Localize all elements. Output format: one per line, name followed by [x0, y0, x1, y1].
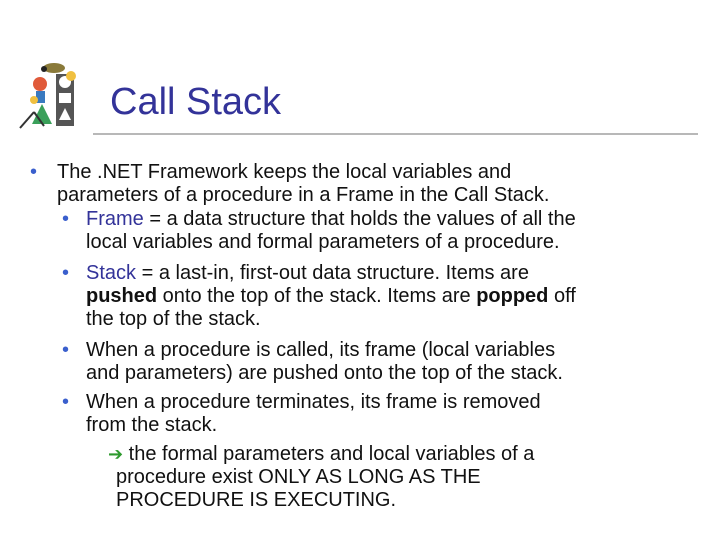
- conclusion-line-1: ➔ the formal parameters and local variables of a: [108, 443, 535, 465]
- frame-definition-line-1: Frame = a data structure that holds the values of all the: [86, 208, 576, 230]
- term-pushed: pushed: [86, 285, 158, 307]
- bullet-1-line-2: parameters of a procedure in a Frame in the Call Stack.: [57, 184, 550, 206]
- bullet-icon: •: [62, 262, 70, 284]
- slide-title: Call Stack: [110, 81, 282, 123]
- people-shapes-logo-icon: [14, 60, 86, 132]
- procedure-called-line-1: When a procedure is called, its frame (local variables: [86, 339, 556, 361]
- stack-definition-line-2: pushed onto the top of the stack. Items are popped off: [86, 285, 576, 307]
- conclusion-line-2: procedure exist ONLY AS LONG AS THE: [116, 466, 481, 488]
- procedure-terminates-line-1: When a procedure terminates, its frame is removed: [86, 391, 541, 413]
- term-popped: popped: [476, 285, 549, 307]
- bullet-icon: •: [30, 161, 38, 183]
- bullet-icon: •: [62, 391, 70, 413]
- frame-definition-line-2: local variables and formal parameters of a procedure.: [86, 231, 560, 253]
- title-divider: [93, 133, 698, 135]
- stack-definition-line-3: the top of the stack.: [86, 308, 261, 330]
- procedure-terminates-line-2: from the stack.: [86, 414, 218, 436]
- bullet-icon: •: [62, 208, 70, 230]
- conclusion-line-3: PROCEDURE IS EXECUTING.: [116, 489, 397, 511]
- stack-definition-line-1: Stack = a last-in, first-out data structure. Items are: [86, 262, 529, 284]
- bullet-1-line-1: The .NET Framework keeps the local variables and: [57, 161, 512, 183]
- bullet-icon: •: [62, 339, 70, 361]
- term-stack: Stack: [86, 262, 137, 284]
- term-frame: Frame: [86, 208, 144, 230]
- procedure-called-line-2: and parameters) are pushed onto the top of the stack.: [86, 362, 563, 384]
- arrow-right-icon: ➔: [108, 444, 124, 464]
